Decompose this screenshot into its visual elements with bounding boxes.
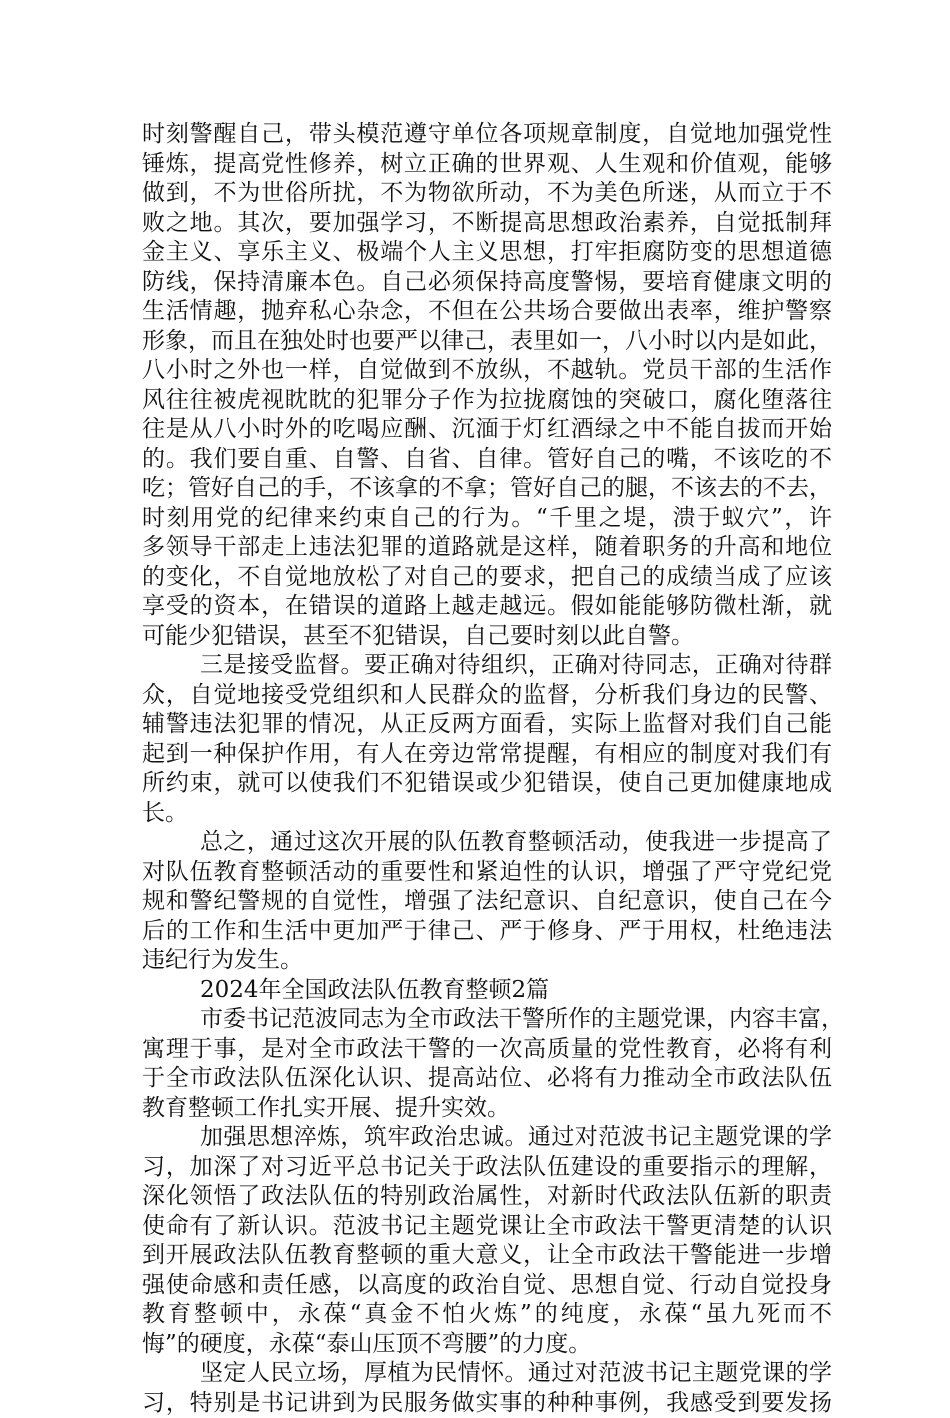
heading-text: 2024年全国政法队伍教育整顿2篇 — [142, 976, 832, 1006]
paragraph-p3 — [142, 828, 832, 976]
text-line: 多领导干部走上违法犯罪的道路就是这样，随着职务的升高和地位 — [142, 533, 832, 563]
document-body — [142, 120, 832, 1418]
text-line: 往是从八小时外的吃喝应酬、沉湎于灯红酒绿之中不能自拔而开始 — [142, 415, 832, 445]
text-line: 的变化，不自觉地放松了对自己的要求，把自己的成绩当成了应该 — [142, 563, 832, 593]
text-line: 后的工作和生活中更加严于律己、严于修身、严于用权，杜绝违法 — [142, 917, 832, 947]
text-line: 违纪行为发生。 — [142, 946, 832, 976]
text-line: 防线，保持清廉本色。自己必须保持高度警惕，要培育健康文明的 — [142, 268, 832, 298]
text-line: 总之，通过这次开展的队伍教育整顿活动，使我进一步提高了 — [142, 828, 832, 858]
text-line: 坚定人民立场，厚植为民情怀。通过对范波书记主题党课的学 — [142, 1359, 832, 1389]
text-line: 到开展政法队伍教育整顿的重大意义，让全市政法干警能进一步增 — [142, 1241, 832, 1271]
text-line: 风往往被虎视眈眈的犯罪分子作为拉拢腐蚀的突破口，腐化堕落往 — [142, 386, 832, 416]
text-line: 教育整顿中，永葆“真金不怕火炼”的纯度，永葆“虽九死而不 — [142, 1300, 832, 1330]
paragraph-p1 — [142, 120, 832, 651]
section-heading — [142, 976, 832, 1006]
text-line: 使命有了新认识。范波书记主题党课让全市政法干警更清楚的认识 — [142, 1212, 832, 1242]
text-line: 享受的资本，在错误的道路上越走越远。假如能能够防微杜渐，就 — [142, 592, 832, 622]
text-line: 锤炼，提高党性修养，树立正确的世界观、人生观和价值观，能够 — [142, 150, 832, 180]
text-line: 八小时之外也一样，自觉做到不放纵，不越轨。党员干部的生活作 — [142, 356, 832, 386]
text-line: 悔”的硬度，永葆“泰山压顶不弯腰”的力度。 — [142, 1330, 832, 1360]
text-line: 寓理于事，是对全市政法干警的一次高质量的党性教育，必将有利 — [142, 1035, 832, 1065]
text-line: 教育整顿工作扎实开展、提升实效。 — [142, 1094, 832, 1124]
text-line: 规和警纪警规的自觉性，增强了法纪意识、自纪意识，使自己在今 — [142, 887, 832, 917]
text-line: 强使命感和责任感，以高度的政治自觉、思想自觉、行动自觉投身 — [142, 1271, 832, 1301]
text-line: 三是接受监督。要正确对待组织，正确对待同志，正确对待群 — [142, 651, 832, 681]
text-line: 习，加深了对习近平总书记关于政法队伍建设的重要指示的理解， — [142, 1153, 832, 1183]
text-line: 败之地。其次，要加强学习，不断提高思想政治素养，自觉抵制拜 — [142, 209, 832, 239]
text-line: 于全市政法队伍深化认识、提高站位、必将有力推动全市政法队伍 — [142, 1064, 832, 1094]
text-line: 加强思想淬炼，筑牢政治忠诚。通过对范波书记主题党课的学 — [142, 1123, 832, 1153]
text-line: 所约束，就可以使我们不犯错误或少犯错误，使自己更加健康地成 — [142, 769, 832, 799]
paragraph-p5 — [142, 1123, 832, 1359]
text-line: 形象，而且在独处时也要严以律己，表里如一，八小时以内是如此， — [142, 327, 832, 357]
text-line: 时刻警醒自己，带头模范遵守单位各项规章制度，自觉地加强党性 — [142, 120, 832, 150]
text-line: 做到，不为世俗所扰，不为物欲所动，不为美色所迷，从而立于不 — [142, 179, 832, 209]
paragraph-p2 — [142, 651, 832, 828]
paragraph-p6 — [142, 1359, 832, 1418]
text-line: 起到一种保护作用，有人在旁边常常提醒，有相应的制度对我们有 — [142, 740, 832, 770]
text-line: 众，自觉地接受党组织和人民群众的监督，分析我们身边的民警、 — [142, 681, 832, 711]
paragraph-p4 — [142, 1005, 832, 1123]
text-line: 辅警违法犯罪的情况，从正反两方面看，实际上监督对我们自己能 — [142, 710, 832, 740]
text-line: 市委书记范波同志为全市政法干警所作的主题党课，内容丰富， — [142, 1005, 832, 1035]
text-line: 深化领悟了政法队伍的特别政治属性，对新时代政法队伍新的职责 — [142, 1182, 832, 1212]
text-line: 习，特别是书记讲到为民服务做实事的种种事例，我感受到要发扬 — [142, 1389, 832, 1418]
text-line: 对队伍教育整顿活动的重要性和紧迫性的认识，增强了严守党纪党 — [142, 858, 832, 888]
text-line: 长。 — [142, 799, 832, 829]
text-line: 吃；管好自己的手，不该拿的不拿；管好自己的腿，不该去的不去， — [142, 474, 832, 504]
text-line: 可能少犯错误，甚至不犯错误，自己要时刻以此自警。 — [142, 622, 832, 652]
text-line: 的。我们要自重、自警、自省、自律。管好自己的嘴，不该吃的不 — [142, 445, 832, 475]
text-line: 时刻用党的纪律来约束自己的行为。“千里之堤，溃于蚁穴”，许 — [142, 504, 832, 534]
text-line: 生活情趣，抛弃私心杂念，不但在公共场合要做出表率，维护警察 — [142, 297, 832, 327]
text-line: 金主义、享乐主义、极端个人主义思想，打牢拒腐防变的思想道德 — [142, 238, 832, 268]
